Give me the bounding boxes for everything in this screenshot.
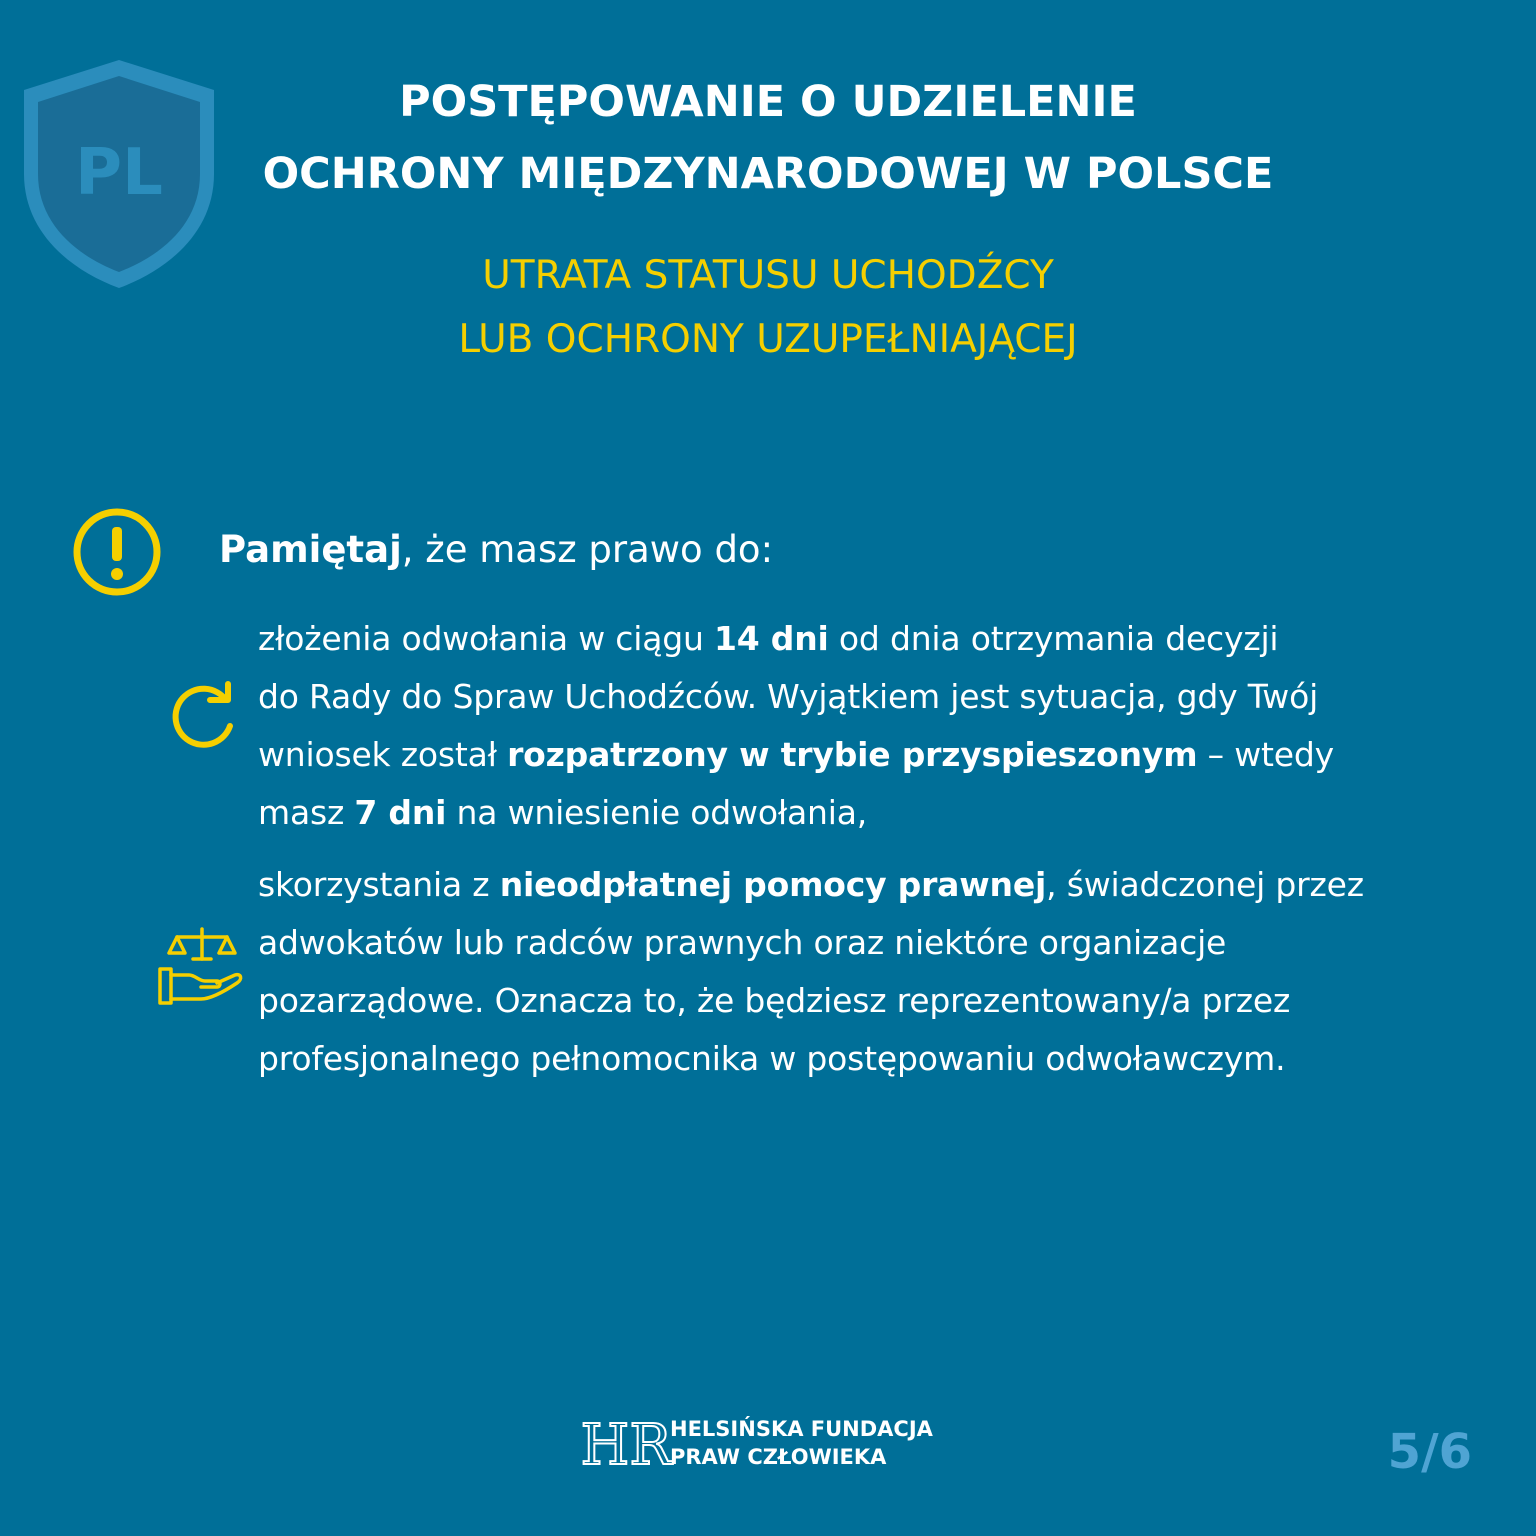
logo-mark-text: HR <box>580 1413 672 1478</box>
item1-line3-c: – wtedy <box>1197 735 1334 774</box>
organization-name <box>670 1415 933 1471</box>
subtitle-line-1: UTRATA STATUSU UCHODŹCY <box>482 253 1054 298</box>
item2-line-4: profesjonalnego pełnomocnika w postępowaniu odwoławczym. <box>258 1039 1286 1078</box>
item1-line4-a: masz <box>258 793 355 832</box>
hr-monogram-icon <box>580 1410 672 1478</box>
item2-line1-bold: nieodpłatnej pomocy prawnej <box>499 865 1047 904</box>
subtitle-line-2: LUB OCHRONY UZUPEŁNIAJĄCEJ <box>458 317 1078 362</box>
item1-line-4 <box>258 784 1508 842</box>
page-title <box>0 66 1536 210</box>
item2-line-2: adwokatów lub radców prawnych oraz niektóre organizacje <box>258 923 1227 962</box>
item1-line1-bold: 14 dni <box>714 619 829 658</box>
item2-line-3: pozarządowe. Oznacza to, że będziesz reprezentowany/a przez <box>258 981 1291 1020</box>
right-item-legal-aid <box>258 856 1508 1088</box>
item1-line-2: do Rady do Spraw Uchodźców. Wyjątkiem jest sytuacja, gdy Twój <box>258 677 1319 716</box>
page-subtitle <box>0 244 1536 372</box>
organization-logo <box>580 1410 933 1478</box>
exclamation-circle-icon <box>71 506 163 598</box>
org-line-1: HELSIŃSKA FUNDACJA <box>670 1417 933 1441</box>
item2-line-1 <box>258 856 1508 914</box>
item2-line1-c: , świadczonej przez <box>1046 865 1364 904</box>
remember-rest: , że masz prawo do: <box>401 528 774 571</box>
shield-label: PL <box>75 136 163 210</box>
remember-bold: Pamiętaj <box>219 528 402 571</box>
title-line-2: OCHRONY MIĘDZYNARODOWEJ W POLSCE <box>262 149 1274 199</box>
item1-line4-c: na wniesienie odwołania, <box>446 793 868 832</box>
item1-line1-c: od dnia otrzymania decyzji <box>828 619 1279 658</box>
item1-line-1 <box>258 610 1508 668</box>
scales-hand-icon <box>155 925 249 1015</box>
item1-line-3 <box>258 726 1508 784</box>
refresh-icon <box>166 680 240 754</box>
page-number: 5/6 <box>1387 1424 1472 1480</box>
item1-line3-a: wniosek został <box>258 735 508 774</box>
org-line-2: PRAW CZŁOWIEKA <box>670 1445 887 1469</box>
item2-line1-a: skorzystania z <box>258 865 500 904</box>
title-line-1: POSTĘPOWANIE O UDZIELENIE <box>399 77 1137 127</box>
item1-line4-bold: 7 dni <box>354 793 447 832</box>
item1-line1-a: złożenia odwołania w ciągu <box>258 619 714 658</box>
remember-heading <box>219 522 773 578</box>
right-item-appeal <box>258 610 1508 842</box>
item1-line3-bold: rozpatrzony w trybie przyspieszonym <box>507 735 1198 774</box>
